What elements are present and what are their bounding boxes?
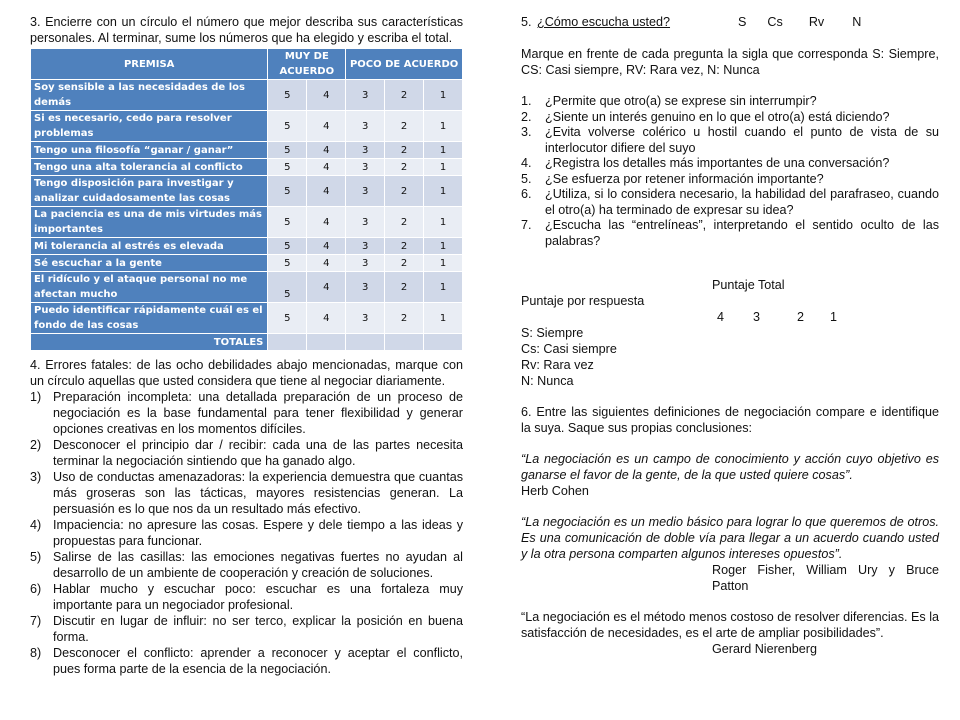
score-cell[interactable]: 3 bbox=[346, 159, 385, 176]
score-cell[interactable]: 5 bbox=[268, 111, 307, 142]
premise-text: Tengo una alta tolerancia al conflicto bbox=[31, 159, 268, 176]
total-cell[interactable] bbox=[424, 334, 463, 351]
table-row bbox=[31, 176, 463, 207]
score-cell[interactable]: 3 bbox=[346, 303, 385, 334]
code-cs: Cs bbox=[767, 15, 783, 29]
score-cell[interactable]: 1 bbox=[424, 111, 463, 142]
item-number: 1) bbox=[30, 390, 42, 404]
score-cell[interactable]: 4 bbox=[307, 207, 346, 238]
left-column bbox=[30, 14, 463, 677]
score-cell[interactable]: 3 bbox=[346, 176, 385, 207]
score-cell[interactable]: 3 bbox=[346, 207, 385, 238]
author-nierenberg: Gerard Nierenberg bbox=[712, 642, 817, 656]
score-cell[interactable]: 1 bbox=[424, 159, 463, 176]
question-3-text: 3. Encierre con un círculo el número que mejor describa sus características personales. Al terminar, sume los números que ha elegido y escriba el total. bbox=[30, 15, 463, 45]
score-cell[interactable]: 4 bbox=[307, 272, 346, 303]
totals-label: TOTALES bbox=[31, 334, 268, 351]
quote-nierenberg: “La negociación es el método menos costoso de resolver diferencias. Es la satisfacción de necesidades, es el arte de ampliar posibilidades”. bbox=[521, 610, 939, 640]
score-cell[interactable]: 4 bbox=[307, 80, 346, 111]
score-cell[interactable]: 5 bbox=[268, 159, 307, 176]
table-row bbox=[31, 142, 463, 159]
score-cell[interactable]: 3 bbox=[346, 142, 385, 159]
question-6-text: 6. Entre las siguientes definiciones de negociación compare e identifique la suya. Saque sus propias conclusiones: bbox=[521, 405, 939, 435]
score-cell[interactable]: 4 bbox=[307, 142, 346, 159]
puntaje-respuesta-label: Puntaje por respuesta bbox=[521, 294, 645, 308]
list-item bbox=[521, 156, 939, 172]
score-cell[interactable]: 2 bbox=[385, 207, 424, 238]
score-cell[interactable]: 5 bbox=[268, 142, 307, 159]
item-text: Discutir en lugar de influir: no ser terco, explicar la posición en buena forma. bbox=[53, 614, 463, 644]
list-item bbox=[30, 517, 463, 549]
item-text: ¿Evita volverse colérico u hostil cuando el punto de vista de su interlocutor difiere del suyo bbox=[545, 125, 939, 155]
table-row bbox=[31, 255, 463, 272]
question-5-title: ¿Cómo escucha usted? bbox=[537, 15, 671, 29]
score-values bbox=[521, 309, 939, 325]
score-cell[interactable]: 3 bbox=[346, 272, 385, 303]
score-cell[interactable]: 4 bbox=[307, 255, 346, 272]
item-number: 3. bbox=[521, 125, 532, 139]
premise-text: La paciencia es una de mis virtudes más importantes bbox=[31, 207, 268, 238]
list-item bbox=[30, 437, 463, 469]
score-cell[interactable]: 2 bbox=[385, 238, 424, 255]
code-rv: Rv bbox=[808, 15, 825, 29]
item-text: ¿Utiliza, si lo considera necesario, la habilidad del parafraseo, cuando el otro(a) ha terminado de expresar su idea? bbox=[545, 187, 939, 217]
author-cohen: Herb Cohen bbox=[521, 484, 589, 498]
quote-fisher bbox=[521, 514, 939, 562]
quote-text: “La negociación es un campo de conocimiento y acción cuyo objetivo es ganarse el favor de la gente, de la que usted quiere cosas”. bbox=[521, 452, 939, 482]
premise-text: Soy sensible a las necesidades de los demás bbox=[31, 80, 268, 111]
score-cell[interactable]: 2 bbox=[385, 255, 424, 272]
item-text: Desconocer el conflicto: aprender a reconocer y aceptar el conflicto, pues forma parte de la esencia de la negociación. bbox=[53, 646, 463, 676]
legend-cs: Cs: Casi siempre bbox=[521, 342, 617, 356]
score-2: 2 bbox=[797, 310, 805, 324]
item-number: 2. bbox=[521, 109, 532, 124]
premise-text: Tengo disposición para investigar y analizar cuidadosamente las cosas bbox=[31, 176, 268, 207]
score-cell[interactable]: 5 bbox=[268, 303, 307, 334]
table-row bbox=[31, 238, 463, 255]
score-cell[interactable]: 5 bbox=[268, 207, 307, 238]
score-1: 1 bbox=[830, 310, 838, 324]
fatal-errors-list bbox=[30, 389, 463, 677]
score-4: 4 bbox=[717, 310, 725, 324]
score-cell[interactable]: 2 bbox=[385, 272, 424, 303]
header-muy-de-acuerdo: MUY DE ACUERDO bbox=[268, 49, 346, 80]
table-row bbox=[31, 80, 463, 111]
premise-text: Mi tolerancia al estrés es elevada bbox=[31, 238, 268, 255]
quote-cohen bbox=[521, 451, 939, 483]
list-item bbox=[521, 125, 939, 156]
item-number: 5) bbox=[30, 550, 42, 564]
item-number: 5. bbox=[521, 171, 532, 186]
item-text: ¿Escucha las “entrelíneas”, interpretando el sentido oculto de las palabras? bbox=[545, 218, 939, 248]
table-row bbox=[31, 207, 463, 238]
score-cell[interactable]: 4 bbox=[307, 159, 346, 176]
table-row bbox=[31, 159, 463, 176]
premise-text: Si es necesario, cedo para resolver problemas bbox=[31, 111, 268, 142]
header-poco-de-acuerdo: POCO DE ACUERDO bbox=[346, 49, 463, 80]
score-cell[interactable]: 5 bbox=[268, 238, 307, 255]
totals-row bbox=[31, 334, 463, 351]
puntaje-total-label: Puntaje Total bbox=[712, 278, 785, 292]
item-number: 7. bbox=[521, 218, 532, 232]
score-cell[interactable]: 3 bbox=[346, 111, 385, 142]
score-cell[interactable]: 1 bbox=[424, 142, 463, 159]
premise-text: Sé escuchar a la gente bbox=[31, 255, 268, 272]
score-cell[interactable]: 1 bbox=[424, 303, 463, 334]
list-item bbox=[30, 613, 463, 645]
item-text: Uso de conductas amenazadoras: la experiencia demuestra que cuantas más groseras son las tácticas, mayores resistencias generan. La persuasión es lo que nos da un resultado más efectivo. bbox=[53, 470, 463, 516]
legend-n: N: Nunca bbox=[521, 374, 574, 388]
item-number: 3) bbox=[30, 470, 42, 484]
item-number: 4. bbox=[521, 156, 532, 170]
score-cell[interactable]: 4 bbox=[307, 111, 346, 142]
item-text: Desconocer el principio dar / recibir: cada una de las partes necesita terminar la negociación sintiendo que ha ganado algo. bbox=[53, 438, 463, 468]
score-cell[interactable]: 1 bbox=[424, 207, 463, 238]
item-text: Hablar mucho y escuchar poco: escuchar es una fortaleza muy importante para un negociador profesional. bbox=[53, 582, 463, 612]
total-cell[interactable] bbox=[346, 334, 385, 351]
item-number: 6) bbox=[30, 582, 42, 596]
table-row bbox=[31, 111, 463, 142]
list-item bbox=[521, 218, 939, 249]
code-n: N bbox=[852, 15, 862, 29]
score-cell[interactable]: 4 bbox=[307, 238, 346, 255]
table-row bbox=[31, 303, 463, 334]
score-cell[interactable]: 3 bbox=[346, 80, 385, 111]
item-number: 1. bbox=[521, 94, 532, 108]
list-item bbox=[30, 581, 463, 613]
premise-text: Tengo una filosofía “ganar / ganar” bbox=[31, 142, 268, 159]
list-item bbox=[521, 110, 939, 126]
total-cell[interactable] bbox=[268, 334, 307, 351]
question-5-intro: Marque en frente de cada pregunta la sigla que corresponda S: Siempre, CS: Casi siempre, RV: Rara vez, N: Nunca bbox=[521, 47, 939, 77]
score-cell[interactable]: 4 bbox=[307, 303, 346, 334]
item-number: 2) bbox=[30, 438, 42, 452]
score-3: 3 bbox=[753, 310, 761, 324]
list-item bbox=[521, 187, 939, 218]
list-item bbox=[30, 469, 463, 517]
score-cell[interactable]: 3 bbox=[346, 238, 385, 255]
score-cell[interactable]: 2 bbox=[385, 303, 424, 334]
score-cell[interactable]: 2 bbox=[385, 111, 424, 142]
quote-text: “La negociación es un medio básico para lograr lo que queremos de otros. Es una comunicación de doble vía para llegar a un acuerdo cuando usted y la otra persona comparten algunos intereses opuestos”. bbox=[521, 515, 939, 561]
score-cell[interactable]: 5 bbox=[268, 272, 307, 303]
list-item bbox=[521, 94, 939, 110]
score-cell[interactable]: 5 bbox=[268, 176, 307, 207]
score-cell[interactable]: 1 bbox=[424, 176, 463, 207]
author-fisher: Roger Fisher, William Ury y Bruce Patton bbox=[712, 563, 939, 593]
legend-s: S: Siempre bbox=[521, 326, 584, 340]
score-cell[interactable]: 5 bbox=[268, 255, 307, 272]
score-cell[interactable]: 4 bbox=[307, 176, 346, 207]
header-premisa: PREMISA bbox=[31, 49, 268, 80]
score-cell[interactable]: 1 bbox=[424, 272, 463, 303]
list-item bbox=[30, 389, 463, 437]
list-item bbox=[30, 549, 463, 581]
item-text: ¿Se esfuerza por retener información importante? bbox=[545, 171, 824, 186]
item-number: 8) bbox=[30, 646, 42, 660]
score-cell[interactable]: 2 bbox=[385, 142, 424, 159]
self-assessment-table bbox=[30, 48, 463, 351]
premise-text: Puedo identificar rápidamente cuál es el fondo de las cosas bbox=[31, 303, 268, 334]
item-text: ¿Registra los detalles más importantes de una conversación? bbox=[545, 156, 890, 170]
item-text: Preparación incompleta: una detallada preparación de un proceso de negociación es la base fundamental para tener flexibilidad y generar opciones creativas en los momentos difíciles. bbox=[53, 390, 463, 436]
item-number: 7) bbox=[30, 614, 42, 628]
score-cell[interactable]: 1 bbox=[424, 80, 463, 111]
item-text: Impaciencia: no apresure las cosas. Espere y dele tiempo a las ideas y propuestas para funcionar. bbox=[53, 518, 463, 548]
score-cell[interactable]: 2 bbox=[385, 176, 424, 207]
item-text: Salirse de las casillas: las emociones negativas fuertes no ayudan al desarrollo de un ambiente de cooperación y creación de soluciones. bbox=[53, 550, 463, 580]
item-number: 6. bbox=[521, 187, 532, 201]
table-row bbox=[31, 272, 463, 303]
score-cell[interactable]: 3 bbox=[346, 255, 385, 272]
score-cell[interactable]: 1 bbox=[424, 255, 463, 272]
item-number: 4) bbox=[30, 518, 42, 532]
premise-text: El ridículo y el ataque personal no me afectan mucho bbox=[31, 272, 268, 303]
item-text: ¿Permite que otro(a) se exprese sin interrumpir? bbox=[545, 94, 817, 108]
legend-rv: Rv: Rara vez bbox=[521, 358, 594, 372]
code-s: S bbox=[738, 15, 747, 29]
list-item bbox=[30, 645, 463, 677]
right-column bbox=[521, 14, 939, 657]
list-item bbox=[521, 172, 939, 188]
score-cell[interactable]: 2 bbox=[385, 80, 424, 111]
score-cell[interactable]: 1 bbox=[424, 238, 463, 255]
item-text: ¿Siente un interés genuino en lo que el otro(a) está diciendo? bbox=[545, 109, 890, 124]
question-4-text: 4. Errores fatales: de las ocho debilidades abajo mencionadas, marque con un círculo aquellas que usted considera que tiene al negociar diariamente. bbox=[30, 358, 463, 388]
score-cell[interactable]: 2 bbox=[385, 159, 424, 176]
question-5-number: 5. bbox=[521, 15, 532, 29]
score-cell[interactable]: 5 bbox=[268, 80, 307, 111]
total-cell[interactable] bbox=[385, 334, 424, 351]
listening-questions-list bbox=[521, 94, 939, 249]
total-cell[interactable] bbox=[307, 334, 346, 351]
question-5-header bbox=[521, 14, 939, 30]
